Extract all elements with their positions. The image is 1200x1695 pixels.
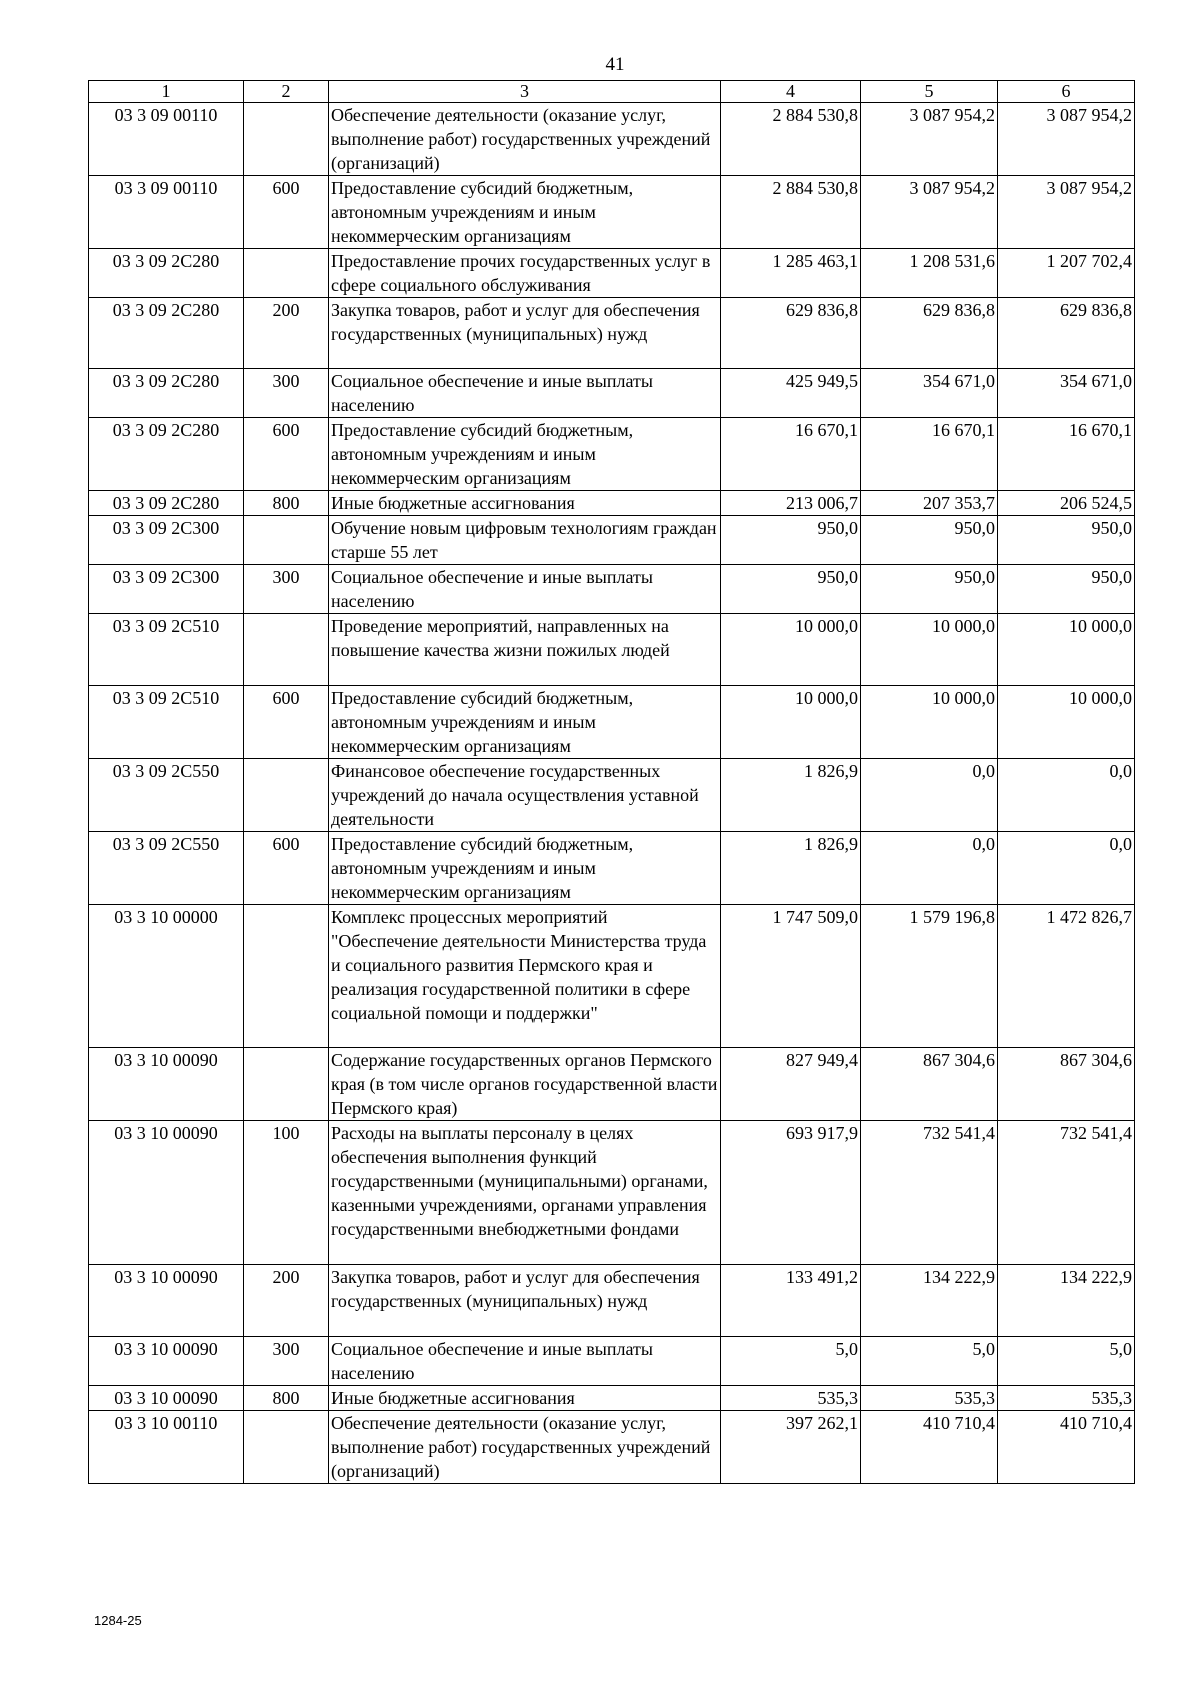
column-number-row: [89, 81, 1135, 103]
row-code: 03 3 10 00090: [89, 1048, 244, 1121]
row-value-col4: 2 884 530,8: [721, 176, 861, 249]
row-code: 03 3 09 2С510: [89, 614, 244, 686]
row-expense-type: 300: [244, 1337, 329, 1386]
row-value-col6: 629 836,8: [998, 298, 1135, 369]
row-value-col5: 354 671,0: [861, 369, 998, 418]
row-code: 03 3 09 2С550: [89, 832, 244, 905]
row-value-col6: 410 710,4: [998, 1411, 1135, 1484]
row-value-col5: 3 087 954,2: [861, 176, 998, 249]
row-value-col6: 3 087 954,2: [998, 103, 1135, 176]
table-row: [89, 1121, 1135, 1265]
row-code: 03 3 09 2С300: [89, 565, 244, 614]
row-expense-type: [244, 759, 329, 832]
row-value-col6: 206 524,5: [998, 491, 1135, 516]
row-value-col4: 1 826,9: [721, 832, 861, 905]
row-value-col5: 1 208 531,6: [861, 249, 998, 298]
table-row: [89, 298, 1135, 369]
row-name: Закупка товаров, работ и услуг для обеспечения государственных (муниципальных) нужд: [329, 298, 721, 369]
column-header-2: 2: [244, 81, 329, 103]
row-name: Предоставление субсидий бюджетным, автономным учреждениям и иным некоммерческим организациям: [329, 832, 721, 905]
row-expense-type: 300: [244, 565, 329, 614]
row-expense-type: [244, 1048, 329, 1121]
row-name: Предоставление субсидий бюджетным, автономным учреждениям и иным некоммерческим организациям: [329, 686, 721, 759]
row-value-col6: 134 222,9: [998, 1265, 1135, 1337]
table-row: [89, 1386, 1135, 1411]
row-value-col5: 207 353,7: [861, 491, 998, 516]
row-value-col5: 134 222,9: [861, 1265, 998, 1337]
row-value-col5: 5,0: [861, 1337, 998, 1386]
table-row: [89, 176, 1135, 249]
row-expense-type: 600: [244, 176, 329, 249]
row-expense-type: 100: [244, 1121, 329, 1265]
row-name: Финансовое обеспечение государственных учреждений до начала осуществления уставной деятельности: [329, 759, 721, 832]
row-value-col4: 827 949,4: [721, 1048, 861, 1121]
row-value-col4: 1 747 509,0: [721, 905, 861, 1048]
column-header-1: 1: [89, 81, 244, 103]
row-code: 03 3 09 2С280: [89, 298, 244, 369]
row-name: Расходы на выплаты персоналу в целях обеспечения выполнения функций государственными (муниципальными) органами, казенными учреждениями, органами управления государственными внебюджетными фондами: [329, 1121, 721, 1265]
row-code: 03 3 10 00090: [89, 1386, 244, 1411]
row-code: 03 3 09 2С510: [89, 686, 244, 759]
row-name: Иные бюджетные ассигнования: [329, 491, 721, 516]
row-value-col4: 693 917,9: [721, 1121, 861, 1265]
row-expense-type: [244, 249, 329, 298]
row-code: 03 3 09 2С280: [89, 249, 244, 298]
row-value-col4: 1 826,9: [721, 759, 861, 832]
row-value-col4: 950,0: [721, 516, 861, 565]
row-value-col4: 397 262,1: [721, 1411, 861, 1484]
row-value-col6: 950,0: [998, 516, 1135, 565]
table-row: [89, 1265, 1135, 1337]
table-row: [89, 614, 1135, 686]
row-value-col6: 0,0: [998, 832, 1135, 905]
row-value-col5: 950,0: [861, 516, 998, 565]
row-value-col4: 10 000,0: [721, 614, 861, 686]
row-code: 03 3 10 00090: [89, 1265, 244, 1337]
table-row: [89, 1048, 1135, 1121]
table-row: [89, 565, 1135, 614]
column-header-5: 5: [861, 81, 998, 103]
row-value-col6: 5,0: [998, 1337, 1135, 1386]
row-expense-type: 800: [244, 491, 329, 516]
row-expense-type: 300: [244, 369, 329, 418]
row-name: Обучение новым цифровым технологиям граждан старше 55 лет: [329, 516, 721, 565]
row-expense-type: [244, 103, 329, 176]
row-value-col6: 1 207 702,4: [998, 249, 1135, 298]
row-expense-type: 800: [244, 1386, 329, 1411]
row-name: Закупка товаров, работ и услуг для обеспечения государственных (муниципальных) нужд: [329, 1265, 721, 1337]
row-name: Социальное обеспечение и иные выплаты населению: [329, 565, 721, 614]
table-row: [89, 491, 1135, 516]
table-row: [89, 516, 1135, 565]
page-number: 41: [605, 54, 625, 75]
row-value-col6: 10 000,0: [998, 686, 1135, 759]
row-name: Предоставление субсидий бюджетным, автономным учреждениям и иным некоммерческим организациям: [329, 418, 721, 491]
table-row: [89, 759, 1135, 832]
row-value-col6: 1 472 826,7: [998, 905, 1135, 1048]
row-value-col4: 535,3: [721, 1386, 861, 1411]
table-row: [89, 249, 1135, 298]
row-code: 03 3 09 2С280: [89, 491, 244, 516]
row-code: 03 3 10 00090: [89, 1121, 244, 1265]
row-code: 03 3 09 2С280: [89, 418, 244, 491]
row-value-col6: 0,0: [998, 759, 1135, 832]
row-code: 03 3 09 2С300: [89, 516, 244, 565]
row-value-col5: 3 087 954,2: [861, 103, 998, 176]
row-name: Социальное обеспечение и иные выплаты населению: [329, 369, 721, 418]
row-value-col6: 16 670,1: [998, 418, 1135, 491]
row-name: Предоставление субсидий бюджетным, автономным учреждениям и иным некоммерческим организациям: [329, 176, 721, 249]
row-name: Иные бюджетные ассигнования: [329, 1386, 721, 1411]
table-row: [89, 1337, 1135, 1386]
row-expense-type: 200: [244, 298, 329, 369]
row-code: 03 3 10 00110: [89, 1411, 244, 1484]
row-value-col5: 535,3: [861, 1386, 998, 1411]
row-expense-type: [244, 516, 329, 565]
table-row: [89, 686, 1135, 759]
table-row: [89, 905, 1135, 1048]
row-value-col6: 354 671,0: [998, 369, 1135, 418]
table-row: [89, 418, 1135, 491]
row-value-col5: 950,0: [861, 565, 998, 614]
row-name: Проведение мероприятий, направленных на повышение качества жизни пожилых людей: [329, 614, 721, 686]
row-value-col4: 425 949,5: [721, 369, 861, 418]
row-value-col5: 867 304,6: [861, 1048, 998, 1121]
row-value-col5: 10 000,0: [861, 614, 998, 686]
table-row: [89, 832, 1135, 905]
row-value-col5: 629 836,8: [861, 298, 998, 369]
row-value-col4: 133 491,2: [721, 1265, 861, 1337]
row-code: 03 3 09 2С550: [89, 759, 244, 832]
row-value-col5: 16 670,1: [861, 418, 998, 491]
row-expense-type: 600: [244, 832, 329, 905]
row-value-col6: 732 541,4: [998, 1121, 1135, 1265]
row-value-col5: 10 000,0: [861, 686, 998, 759]
row-value-col4: 950,0: [721, 565, 861, 614]
row-name: Содержание государственных органов Пермского края (в том числе органов государственной власти Пермского края): [329, 1048, 721, 1121]
row-value-col5: 1 579 196,8: [861, 905, 998, 1048]
table-row: [89, 369, 1135, 418]
table-body: [89, 103, 1135, 1484]
row-code: 03 3 10 00090: [89, 1337, 244, 1386]
row-value-col5: 0,0: [861, 832, 998, 905]
column-header-4: 4: [721, 81, 861, 103]
budget-table: [88, 80, 1135, 1484]
row-name: Предоставление прочих государственных услуг в сфере социального обслуживания: [329, 249, 721, 298]
row-name: Комплекс процессных мероприятий "Обеспечение деятельности Министерства труда и социального развития Пермского края и реализация государственной политики в сфере социальной помощи и поддержки": [329, 905, 721, 1048]
row-expense-type: 600: [244, 418, 329, 491]
row-value-col6: 10 000,0: [998, 614, 1135, 686]
row-code: 03 3 09 00110: [89, 176, 244, 249]
column-header-6: 6: [998, 81, 1135, 103]
row-name: Обеспечение деятельности (оказание услуг, выполнение работ) государственных учреждений (организаций): [329, 1411, 721, 1484]
row-name: Социальное обеспечение и иные выплаты населению: [329, 1337, 721, 1386]
row-code: 03 3 09 00110: [89, 103, 244, 176]
row-expense-type: 200: [244, 1265, 329, 1337]
column-header-3: 3: [329, 81, 721, 103]
document-number: 1284-25: [94, 1613, 142, 1628]
row-value-col4: 1 285 463,1: [721, 249, 861, 298]
row-expense-type: [244, 1411, 329, 1484]
row-expense-type: [244, 614, 329, 686]
row-code: 03 3 09 2С280: [89, 369, 244, 418]
row-value-col4: 10 000,0: [721, 686, 861, 759]
table-row: [89, 1411, 1135, 1484]
row-expense-type: [244, 905, 329, 1048]
row-value-col6: 950,0: [998, 565, 1135, 614]
row-value-col6: 535,3: [998, 1386, 1135, 1411]
row-value-col5: 0,0: [861, 759, 998, 832]
row-value-col5: 410 710,4: [861, 1411, 998, 1484]
row-value-col4: 16 670,1: [721, 418, 861, 491]
row-value-col4: 213 006,7: [721, 491, 861, 516]
row-value-col5: 732 541,4: [861, 1121, 998, 1265]
row-value-col6: 867 304,6: [998, 1048, 1135, 1121]
row-value-col6: 3 087 954,2: [998, 176, 1135, 249]
row-value-col4: 2 884 530,8: [721, 103, 861, 176]
row-code: 03 3 10 00000: [89, 905, 244, 1048]
table-row: [89, 103, 1135, 176]
row-value-col4: 5,0: [721, 1337, 861, 1386]
row-name: Обеспечение деятельности (оказание услуг, выполнение работ) государственных учреждений (организаций): [329, 103, 721, 176]
row-expense-type: 600: [244, 686, 329, 759]
row-value-col4: 629 836,8: [721, 298, 861, 369]
